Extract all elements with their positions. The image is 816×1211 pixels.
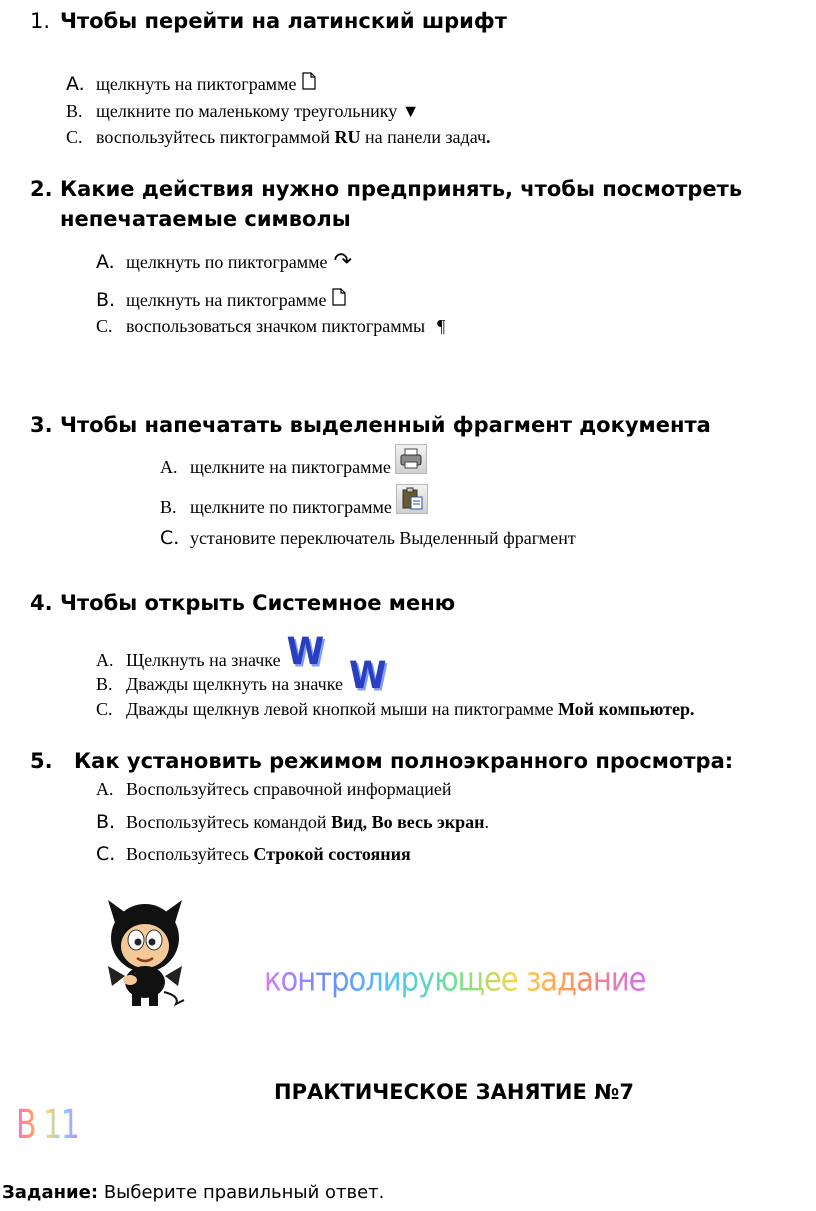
option-letter: B. <box>160 497 177 517</box>
option-text: Воспользуйтесь справочной информацией <box>126 779 452 799</box>
option-text-after: на панели задач <box>364 127 487 147</box>
question-5-text: Как установить режимом полноэкранного просмотра: <box>74 749 734 773</box>
practical-lesson-heading: ПРАКТИЧЕСКОЕ ЗАНЯТИЕ №7 <box>274 1080 635 1104</box>
option-letter: B. <box>96 811 116 833</box>
option-letter: A. <box>66 73 85 95</box>
option-text: щелкнуть на пиктограмме <box>126 290 327 310</box>
option-bold-2: Во весь экран <box>371 812 485 832</box>
question-1-text: Чтобы перейти на латинский шрифт <box>60 9 507 33</box>
q3-option-c[interactable] <box>160 526 576 550</box>
question-2-text-line1: Какие действия нужно предпринять, чтобы посмотреть <box>60 177 743 201</box>
option-text: Дважды щелкнув левой кнопкой мыши на пиктограмме <box>126 699 554 719</box>
q3-option-a[interactable] <box>160 452 427 482</box>
option-text: щелкнуть по пиктограмме <box>126 252 328 272</box>
question-2-title <box>30 174 742 234</box>
paste-clipboard-icon[interactable] <box>396 484 428 514</box>
q3-option-b[interactable] <box>160 492 428 522</box>
option-letter: C. <box>96 843 116 865</box>
option-text: воспользуйтесь пиктограммой <box>96 127 330 147</box>
option-letter: C. <box>160 527 180 549</box>
option-letter: B. <box>96 674 113 694</box>
q1-option-a[interactable] <box>66 72 316 96</box>
option-bold: Вид <box>331 812 363 832</box>
grade-badge: В 11 <box>16 1102 79 1148</box>
question-1-number: 1. <box>30 9 51 33</box>
redo-arrow-icon: ↷ <box>333 249 352 274</box>
question-3-text: Чтобы напечатать выделенный фрагмент документа <box>60 413 711 437</box>
q2-option-a[interactable] <box>96 250 352 274</box>
question-4-title <box>30 588 455 618</box>
question-2-text-line2: непечатаемые символы <box>60 207 351 231</box>
option-dot: . <box>486 127 491 147</box>
option-text: щелкнуть на пиктограмме <box>96 74 297 94</box>
option-comma: , <box>362 812 368 832</box>
option-text: щелкните на пиктограмме <box>190 457 391 477</box>
pilcrow-icon: ¶ <box>437 316 446 336</box>
word-icon[interactable]: W <box>348 654 379 698</box>
option-letter: C. <box>66 127 83 147</box>
question-5-title <box>30 746 733 776</box>
option-text: Воспользуйтесь командой <box>126 812 327 832</box>
option-text: Дважды щелкнуть на значке <box>126 674 343 694</box>
option-letter: C. <box>96 699 113 719</box>
option-bold: RU <box>334 127 361 147</box>
option-text: щелкните по маленькому треугольнику ▼ <box>96 101 420 121</box>
option-letter: B. <box>66 101 83 121</box>
q2-option-c[interactable] <box>96 314 445 338</box>
wordart-title: контролирующее задание <box>264 959 646 999</box>
option-text: Воспользуйтесь <box>126 844 249 864</box>
q4-option-c[interactable] <box>96 697 694 721</box>
option-bold: Мой компьютер. <box>558 699 695 719</box>
option-text: установите переключатель Выделенный фрагмент <box>190 528 576 548</box>
option-dot: . <box>484 812 490 832</box>
new-document-icon <box>332 288 346 312</box>
word-icon[interactable]: W <box>286 630 317 674</box>
question-1-title <box>30 6 507 36</box>
q1-option-c[interactable] <box>66 125 491 149</box>
question-2-number: 2. <box>30 177 53 201</box>
q5-option-a[interactable] <box>96 777 452 801</box>
option-text: Щелкнуть на значке <box>126 650 281 670</box>
option-letter: B. <box>96 289 116 311</box>
question-4-number: 4. <box>30 591 53 615</box>
question-5-number: 5. <box>30 749 53 773</box>
task-line <box>2 1182 384 1203</box>
q2-option-b[interactable] <box>96 288 346 312</box>
question-3-title <box>30 410 711 440</box>
task-label: Задание: <box>2 1182 99 1203</box>
q1-option-b[interactable] <box>66 99 420 123</box>
q5-option-b[interactable] <box>96 810 489 834</box>
option-text: воспользоваться значком пиктограммы <box>126 316 426 336</box>
option-letter: A. <box>160 457 178 477</box>
q5-option-c[interactable] <box>96 842 411 866</box>
devil-mascot-image <box>100 896 190 1013</box>
q4-option-a[interactable] <box>96 630 317 674</box>
question-4-text: Чтобы открыть Системное меню <box>60 591 456 615</box>
q4-option-b[interactable] <box>96 654 379 698</box>
option-letter: A. <box>96 650 114 670</box>
option-letter: A. <box>96 779 114 799</box>
option-letter: C. <box>96 316 113 336</box>
new-document-icon <box>302 72 316 96</box>
printer-icon[interactable] <box>395 444 427 474</box>
option-text: щелкните по пиктограмме <box>190 497 392 517</box>
option-letter: A. <box>96 251 115 273</box>
task-text: Выберите правильный ответ. <box>103 1182 385 1203</box>
option-bold: Строкой состояния <box>253 844 411 864</box>
question-3-number: 3. <box>30 413 53 437</box>
